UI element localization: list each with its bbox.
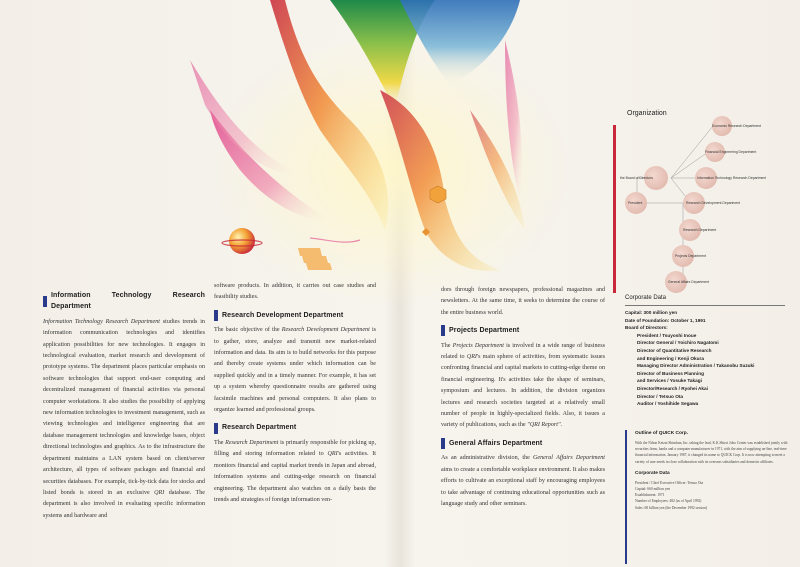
text-run: The	[441, 342, 453, 349]
research-label: Research Department	[683, 228, 717, 232]
text-run: is to gather, store, analyze and transmit new market-related information and data. Its aim is to build networks for this purpose and thereby create systems under which information can be supplied quickly and in a timely manner. For example, it has set up a system whereby questionnaire results are gathered using facsimile machines and personal computers. It also plans to organize learned and professional groups.	[214, 327, 377, 414]
corporate-data-line: Date of Foundation: October 1, 1991	[625, 317, 706, 323]
outline-data-line: Number of Employees: 482 (as of April 1992)	[635, 499, 702, 504]
research-heading	[214, 422, 376, 433]
it-research-heading	[43, 290, 205, 313]
heading-bar	[441, 438, 445, 449]
text-run: studies trends in information communication technologies and identifies application possibilities for new technologies. It engages in technological evaluation, market research and development of prototype systems. The department places particular emphasis on software technologies that support end-user computing and decentralized management of financial activities via personal computer workstations. It also studies the possibility of applying new information technologies to investment management, such as viewing technologies and intelligence engineering that are database management technologies and knowledge bases, object directional technologies and graphics. As to the infrastructure the department maintains a LAN system based on client/server architecture, all types of software packages and financial and securities databases. For example, tick-by-tick data for stocks and listed bonds is stored in an exclusive	[43, 318, 205, 496]
it-research-continuation: software products. In addition, it carries out case studies and feasibility studies.	[214, 283, 376, 301]
italic-run: Research Development Department	[281, 327, 370, 334]
text-run: is primarily responsible for picking up, filling and storing information related to	[214, 439, 376, 458]
corporate-data-line: Director of Business Planning	[637, 370, 704, 376]
outline-data-title: Corporate Data	[635, 470, 670, 476]
corporate-data-list	[625, 309, 795, 408]
organization-title: Organization	[627, 110, 667, 117]
text-run: The basic objective of the	[214, 327, 282, 334]
corporate-data-line: Director / Tetsuo Ota	[637, 393, 684, 399]
rd-heading-text: Research Development Department	[222, 311, 344, 319]
corporate-data-line: and Engineering / Kenji Okura	[637, 355, 704, 361]
corporate-data-title: Corporate Data	[625, 295, 667, 301]
italic-run: QRI	[466, 354, 477, 361]
text-run: As an administrative division, the	[441, 455, 534, 462]
column-projects	[441, 285, 605, 510]
column-it-research	[43, 284, 205, 522]
text-run: database. The department is also involved in evaluating specific information systems and hardware and	[43, 489, 205, 519]
italic-run: QRI	[327, 451, 338, 458]
it-research-paragraph	[43, 317, 205, 522]
text-run: 's main sphere of activities, from systematic issues confronting financial and capital markets to cutting-edge theme on financial engineering. It's activities take the shape of seminars, symposium and lectures. In addition, the division organizes lectures and research societies targeted at a relatively small number of people in highly-specialized fields. Also, it issues a variety of publications, such as the	[441, 354, 605, 429]
projects-label: Projects Department	[675, 254, 706, 258]
text-run: is involved in a wide range of business related to	[441, 342, 605, 361]
outline-data-line: Sales: 68 billion yen (the December 1992 session)	[635, 505, 708, 510]
heading-bar	[441, 325, 445, 336]
heading-bar	[43, 296, 47, 307]
it-research-heading-text: Information Technology Research Department	[51, 292, 205, 311]
corporate-data-line: Director General / Yoichiro Nagatomi	[637, 340, 719, 346]
text-run: The	[214, 439, 226, 446]
research-continuation	[441, 285, 605, 319]
general-affairs-heading-text: General Affairs Department	[449, 439, 543, 447]
corporate-data-line: Capital: 300 million yen	[625, 310, 678, 315]
projects-heading-text: Projects Department	[449, 327, 520, 335]
text-run: 's activities. It monitors financial and capital market trends in Japan and abroad, information systems and cutting-edge research on financial engineering. The department also watches on a daily basis the trends and strategies of foreign information ven-	[214, 451, 376, 503]
outline-title: Outline of QUICK Corp.	[635, 431, 689, 436]
board-label: the Board of Directors	[620, 176, 653, 180]
general-affairs-heading	[441, 438, 605, 449]
outline-data-line: Capital: 660 million yen	[635, 487, 671, 492]
it-label: Information Technology Research Department	[697, 176, 767, 180]
outline-data-list	[635, 480, 788, 511]
corporate-data-line: Board of Directors:	[625, 325, 668, 331]
research-paragraph	[214, 438, 376, 506]
corporate-data-line: Director of Quantitative Research	[637, 347, 712, 353]
text-run: aims to create a comfortable workplace environment. It also makes efforts to cultivate an exceptional staff by encouraging employees to take advantage of continuing educational opportunities such as language study and other seminars.	[441, 466, 605, 507]
outline-body: With the Nihon Keizai Shimbun, Inc. taking the lead, K.K.Shiroi Joho Center was established jointly with securities firms, banks and a computer manufacturer in 1971, with the aim of supplying on-line, real-time financial information. January 1987, it changed its name to QUICK Corp. It is now attempting to meet a variety of user needs in close collaboration with its overseas subsidiaries and domestic affiliates.	[635, 441, 788, 464]
corporate-data-line: Director/Research / Ryohei Akai	[637, 385, 708, 391]
italic-run: Information Technology Research Department	[43, 318, 160, 325]
text-run: .	[560, 422, 563, 429]
projects-paragraph	[441, 341, 605, 432]
text-run: dors through foreign newspapers, professional magazines and newsletters. At the same time, it seeks to determine the course of the entire business world.	[441, 287, 605, 316]
corporate-data-line: Auditor / Yoshihide Segawa	[637, 401, 699, 407]
general-affairs-paragraph	[441, 453, 605, 510]
economic-label: Economic Research Department	[712, 124, 761, 128]
outline-data-line: President / Chief Executive Officer: Tetsuo Ota	[635, 480, 704, 485]
italic-run: General Affairs Department	[533, 455, 606, 462]
corporate-data-rule	[625, 305, 785, 306]
rd-heading	[214, 310, 376, 321]
quick-outline-box	[625, 430, 788, 564]
column-research	[214, 281, 376, 506]
heading-bar	[214, 423, 218, 434]
president-label: President	[628, 201, 643, 205]
financial-label: Financial Engineering Department	[705, 150, 757, 154]
italic-run: "QRI Report"	[527, 422, 561, 429]
corporate-data-line: and Services / Yosuke Takagi	[637, 378, 702, 384]
general-label: General Affairs Department	[668, 280, 710, 284]
projects-heading	[441, 325, 605, 336]
italic-run: Projects Department	[452, 342, 504, 349]
corporate-data-line: President / Tsuyoshi Inoue	[637, 332, 697, 338]
organization-panel	[613, 0, 800, 567]
italic-run: QRI	[154, 489, 165, 496]
corporate-data-line: Managing Director Administration / Takanobu Suzuki	[637, 363, 755, 369]
outline-data-line: Establishment: 1971	[635, 493, 665, 498]
rd-paragraph	[214, 325, 376, 416]
research-heading-text: Research Department	[222, 424, 297, 432]
heading-bar	[214, 310, 218, 321]
italic-run: Research Department	[225, 439, 279, 446]
rd-label: Research Development Department	[686, 201, 741, 205]
